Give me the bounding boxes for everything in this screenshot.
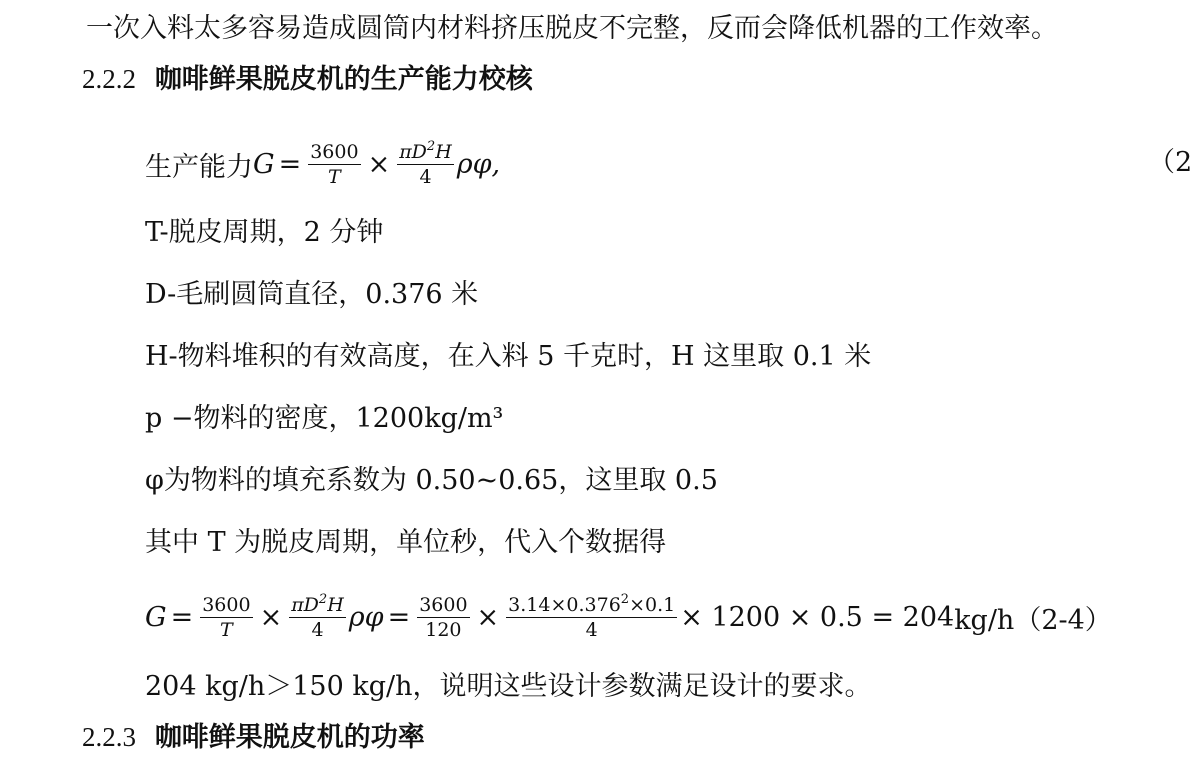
fraction-pi-d2h-over-4 [397,138,454,188]
section-heading-2-2-3 [82,720,425,755]
section-heading-2-2-2 [82,62,533,97]
fraction-numerator: 3600 [310,140,359,163]
intro-paragraph-line: 一次入料太多容易造成圆筒内材料挤压脱皮不完整，反而会降低机器的工作效率。 [86,13,1058,44]
formula-lhs: G [253,148,275,180]
fraction-volume-over-4: $\frac{3.14\times 0.376^2\times 0.1}{4}$ [508,591,676,641]
fraction-denominator: T [328,165,341,188]
formula-lhs: G [145,601,167,633]
substituted-formula [145,589,1112,645]
section-title: 咖啡鲜果脱皮机的功率 [154,722,425,753]
equals-sign: = [278,148,302,180]
fraction-numerator: $\pi D^2H$ [399,138,452,163]
definition-phi: φ为物料的填充系数为 0.50~0.65，这里取 0.5 [145,465,718,496]
equation-number: （2 [1148,147,1192,178]
definition-h: H-物料堆积的有效高度，在入料 5 千克时，H 这里取 0.1 米 [145,341,872,372]
section-title: 咖啡鲜果脱皮机的生产能力校核 [154,64,533,95]
section-number: 2.2.2 [82,64,136,94]
definition-d: D-毛刷圆筒直径，0.376 米 [145,279,479,310]
definition-t: T-脱皮周期，2 分钟 [145,217,384,248]
production-capacity-formula [145,136,500,192]
rho-phi: ρφ, [456,148,501,180]
equals-sign: = [170,601,194,633]
rho-phi: ρφ [348,601,384,633]
definition-rho: p −物料的密度，1200kg/m³ [145,403,504,434]
section-number: 2.2.3 [82,722,136,752]
formula-result: × 1200 × 0.5 = 204 [680,601,955,633]
times-sign: × [367,148,391,180]
conclusion-line: 204 kg/h＞150 kg/h，说明这些设计参数满足设计的要求。 [145,671,872,702]
fraction-pi-d2h-over-4: $\frac{\pi D^2H}{4}$ [291,591,344,641]
formula-prefix: 生产能力 [145,151,253,183]
fraction-3600-over-120: $\frac{3600}{120}$ [419,593,468,641]
fraction-3600-over-t: $\frac{3600}{T}$ [202,593,251,641]
equals-sign-2: = [387,601,411,633]
times-sign: × [259,601,283,633]
substitution-note: 其中 T 为脱皮周期，单位秒，代入个数据得 [145,527,667,558]
fraction-3600-over-t [308,141,360,188]
fraction-denominator: 4 [419,165,432,188]
times-sign-2: × [476,601,500,633]
result-unit: kg/h（2-4） [954,604,1112,636]
